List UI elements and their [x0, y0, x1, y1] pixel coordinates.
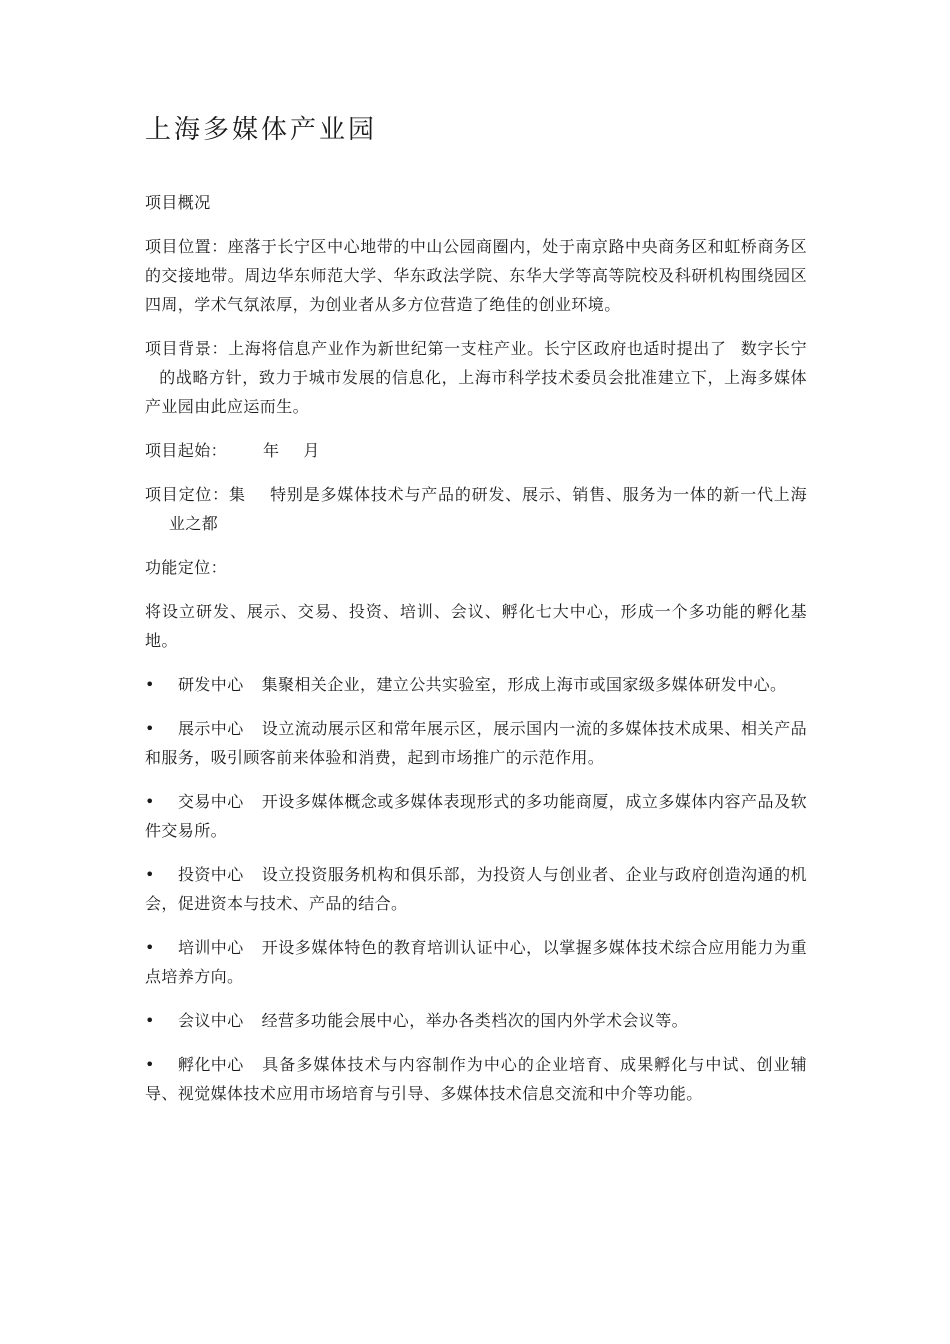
bullet-icon: •: [145, 1055, 155, 1074]
location-text: 座落于长宁区中心地带的中山公园商圈内，处于南京路中央商务区和虹桥商务区的交接地带。周边华东师范大学、华东政法学院、东华大学等高等院校及科研机构围绕园区四周，学术气氛浓厚，为创业者从多方位营造了绝佳的创业环境。: [145, 237, 807, 314]
positioning-paragraph: [145, 480, 807, 538]
center-name: 孵化中心: [178, 1055, 244, 1074]
center-desc: 开设多媒体概念或多媒体表现形式的多功能商厦，成立多媒体内容产品及软件交易所。: [145, 792, 807, 840]
background-text-2: 数字长宁: [740, 339, 807, 358]
center-name: 交易中心: [178, 792, 244, 811]
document-page: [145, 112, 807, 1123]
center-desc: 集聚相关企业，建立公共实验室，形成上海市或国家级多媒体研发中心。: [261, 675, 787, 694]
start-month: 月: [303, 441, 320, 460]
bullet-icon: •: [145, 938, 155, 957]
function-heading: 功能定位：: [145, 558, 228, 577]
list-item: [145, 714, 807, 772]
overview-heading: 项目概况: [145, 193, 211, 212]
center-name: 投资中心: [178, 865, 244, 884]
bullet-icon: •: [145, 1011, 155, 1030]
center-name: 展示中心: [178, 719, 244, 738]
list-item: [145, 670, 807, 699]
list-item: [145, 933, 807, 991]
start-year: 年: [263, 441, 280, 460]
center-desc: 经营多功能会展中心，举办各类档次的国内外学术会议等。: [261, 1011, 689, 1030]
positioning-text-1: 集: [228, 485, 246, 504]
document-title: 上海多媒体产业园: [145, 115, 378, 145]
positioning-text-2: 特别是多媒体技术与产品的研发、展示、销售、服务为一体的新一代上海: [269, 485, 807, 504]
center-desc: 具备多媒体技术与内容制作为中心的企业培育、成果孵化与中试、创业辅导、视觉媒体技术应用市场培育与引导、多媒体技术信息交流和中介等功能。: [145, 1055, 807, 1103]
center-desc: 设立流动展示区和常年展示区，展示国内一流的多媒体技术成果、相关产品和服务，吸引顾客前来体验和消费，起到市场推广的示范作用。: [145, 719, 807, 767]
background-text-3: 的战略方针，致力于城市发展的信息化，上海市科学技术委员会批准建立下，上海多媒体产业园由此应运而生。: [145, 368, 807, 416]
start-label: 项目起始：: [145, 441, 228, 460]
start-paragraph: [145, 436, 807, 465]
bullet-icon: •: [145, 865, 155, 884]
background-text-1: 上海将信息产业作为新世纪第一支柱产业。长宁区政府也适时提出了: [228, 339, 727, 358]
function-intro: 将设立研发、展示、交易、投资、培训、会议、孵化七大中心，形成一个多功能的孵化基地。: [145, 602, 807, 650]
center-desc: 设立投资服务机构和俱乐部，为投资人与创业者、企业与政府创造沟通的机会，促进资本与技术、产品的结合。: [145, 865, 807, 913]
bullet-icon: •: [145, 792, 155, 811]
background-paragraph: [145, 334, 807, 421]
list-item: [145, 1006, 807, 1035]
background-label: 项目背景：: [145, 339, 229, 358]
list-item: [145, 860, 807, 918]
bullet-icon: •: [145, 675, 155, 694]
bullet-icon: •: [145, 719, 155, 738]
positioning-text-3: 业之都: [169, 514, 219, 533]
center-name: 研发中心: [178, 675, 244, 694]
center-name: 会议中心: [178, 1011, 244, 1030]
center-desc: 开设多媒体特色的教育培训认证中心，以掌握多媒体技术综合应用能力为重点培养方向。: [145, 938, 807, 986]
location-paragraph: [145, 232, 807, 319]
location-label: 项目位置：: [145, 237, 228, 256]
list-item: [145, 1050, 807, 1108]
list-item: [145, 787, 807, 845]
positioning-label: 项目定位：: [145, 485, 229, 504]
center-name: 培训中心: [178, 938, 244, 957]
